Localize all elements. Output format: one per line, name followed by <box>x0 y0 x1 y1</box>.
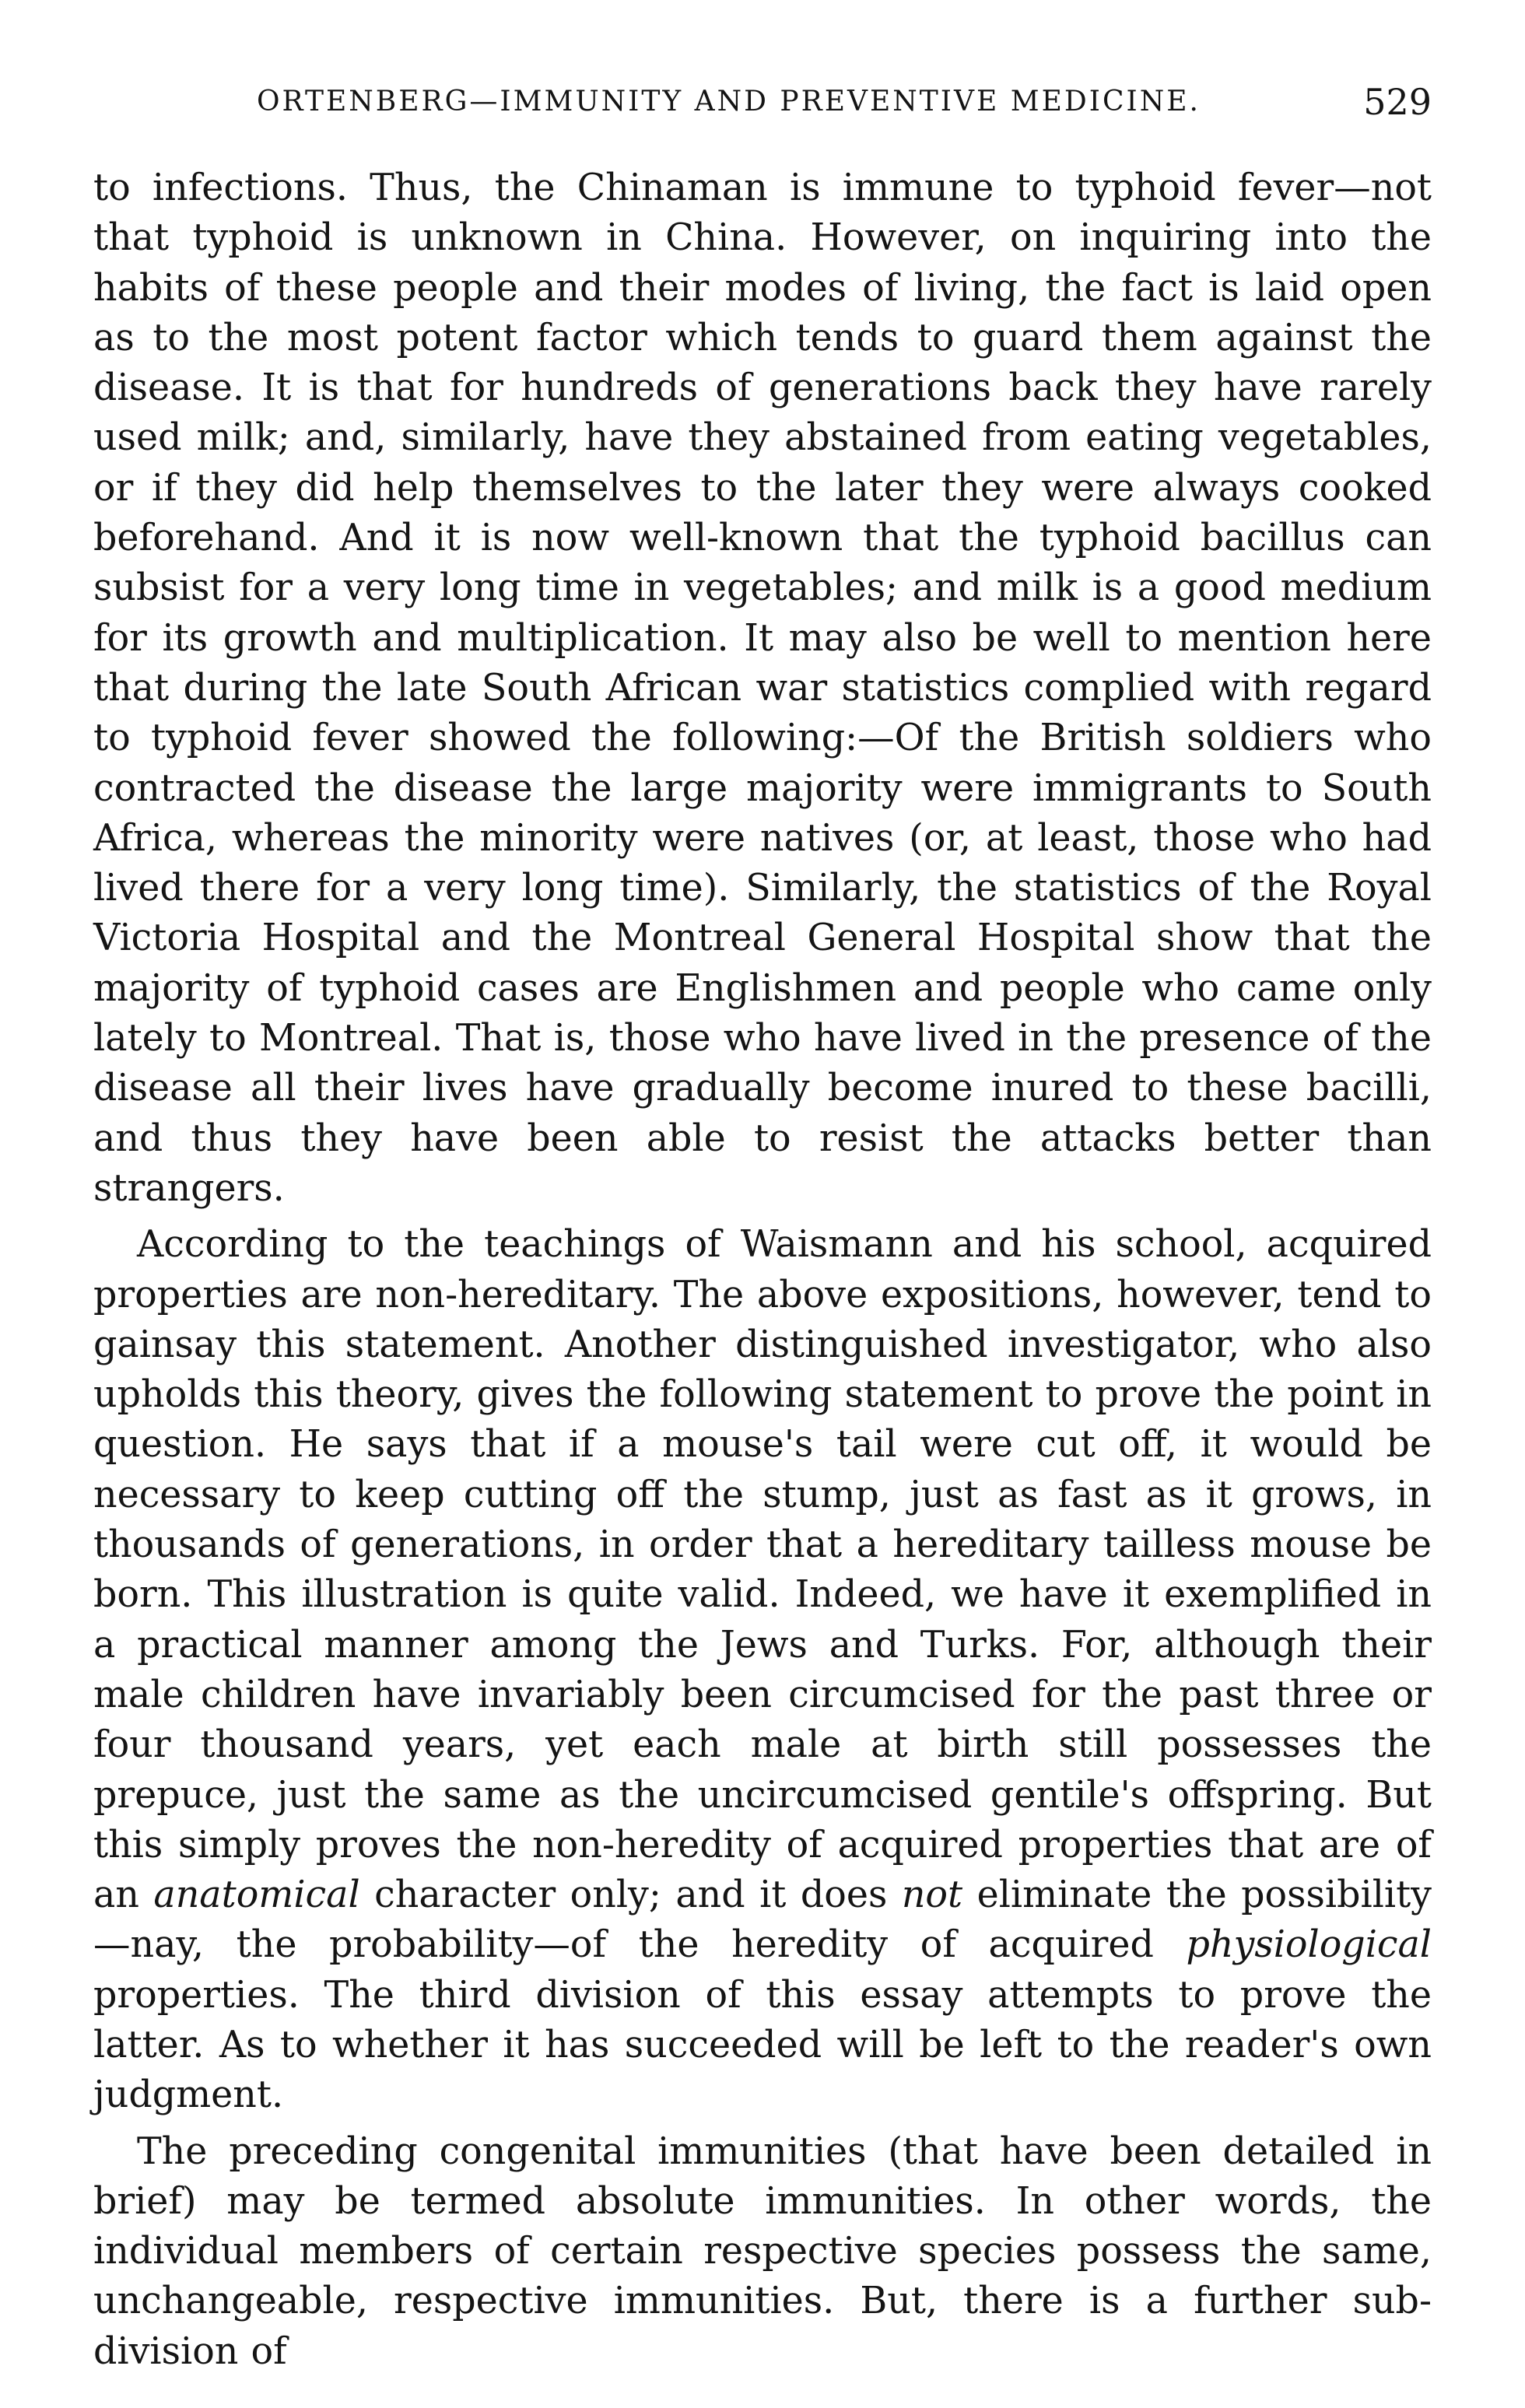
italic-term-not: not <box>901 1873 963 1917</box>
italic-term-anatomical: anatomical <box>153 1873 360 1917</box>
paragraph-immunities: The preceding congenital immunities (that have been detailed in brief) may be termed absolute immunities. In other words, the individual members of certain respective species possess the same, unchangeable, respective immunities. But, there is a further sub-division of <box>93 2129 1432 2373</box>
paragraph-text-segment: eliminate the possibility—nay, the probability—of the heredity of acquired <box>93 1873 1432 1967</box>
running-header <box>93 78 1432 132</box>
paragraph-text-segment: properties. The third division of this essay attempts to prove the latter. As to whether it has succeeded will be left to the reader's own judgment. <box>93 1973 1432 2117</box>
paragraph-heredity <box>93 1220 1432 2120</box>
body-text <box>93 163 1432 2377</box>
paragraph-text-segment: According to the teachings of Waismann and his school, acquired properties are non-hereditary. The above expositions, however, tend to gainsay this statement. Another distinguished investigator, who also upholds this theory, gives the following statement to prove the point in question. He says that if a mouse's tail were cut off, it would be necessary to keep cutting off the stump, just as fast as it grows, in thousands of generations, in order that a hereditary tailless mouse be born. This illustration is quite valid. Indeed, we have it exemplified in a practical manner among the Jews and Turks. For, although their male children have invariably been circumcised for the past three or four thousand years, yet each male at birth still possesses the prepuce, just the same as the uncircumcised gentile's offspring. But this simply proves the non-heredity of acquired properties that are of an <box>93 1223 1432 1917</box>
paragraph-continuation: to infections. Thus, the Chinaman is immune to typhoid fever—not that typhoid is unknown in China. However, on inquiring into the habits of these people and their modes of living, the fact is laid open as to the most potent factor which tends to guard them against the disease. It is that for hundreds of generations back they have rarely used milk; and, similarly, have they abstained from eating vegetables, or if they did help themselves to the later they were always cooked beforehand. And it is now well-known that the typhoid bacillus can subsist for a very long time in vegetables; and milk is a good medium for its growth and multiplication. It may also be well to mention here that during the late South African war statistics complied with regard to typhoid fever showed the following:—Of the British soldiers who contracted the disease the large majority were immigrants to South Africa, whereas the minority were natives (or, at least, those who had lived there for a very long time). Similarly, the statistics of the Royal Victoria Hospital and the Montreal General Hospital show that the majority of typhoid cases are Englishmen and people who came only lately to Montreal. That is, those who have lived in the presence of the disease all their lives have gradually become inured to these bacilli, and thus they have been able to resist the attacks better than strangers. <box>93 166 1432 1210</box>
paragraph-text-segment: character only; and it does <box>359 1873 902 1917</box>
document-page <box>93 78 1432 2377</box>
italic-term-physiological: physiological <box>1186 1923 1432 1967</box>
page-number: 529 <box>1363 81 1432 123</box>
running-title: ORTENBERG—IMMUNITY AND PREVENTIVE MEDICINE. <box>257 86 1201 117</box>
